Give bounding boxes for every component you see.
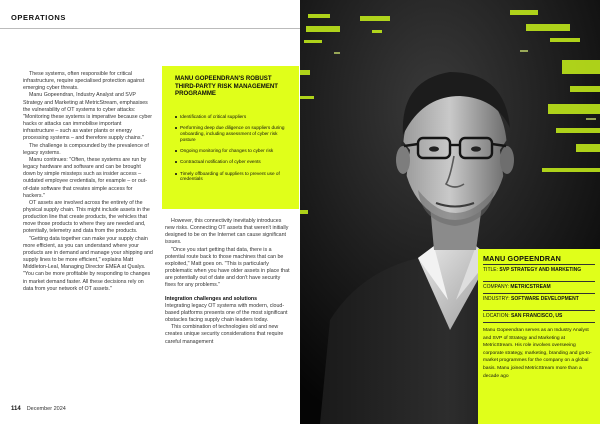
- paragraph: Manu continues: "Often, these systems are run by legacy hardware and software and can be brought down by simple missteps such as insider access – outdated employee credentials, for example – or out-of-date software that creates simple access for hackers.": [23, 156, 147, 199]
- location-value: SAN FRANCISCO, US: [510, 313, 563, 319]
- list-item: Contractual notification of cyber events: [175, 159, 293, 165]
- paragraph: However, this connectivity inevitably introduces new risks. Connecting OT assets that weren't initially designed to be on the Internet can cause significant issues.: [165, 218, 289, 246]
- box-title: MANU GOPEENDRAN'S ROBUST THIRD-PARTY RISK MANAGEMENT PROGRAMME: [175, 75, 279, 98]
- paragraph: The challenge is compounded by the prevalence of legacy systems.: [23, 142, 149, 156]
- divider: [483, 293, 595, 294]
- company-value: METRICSTREAM: [510, 284, 551, 290]
- profile-name: MANU GOPEENDRAN: [483, 254, 562, 263]
- list-item: Performing deep due diligence on suppliers during onboarding, including assessment of cyber risk posture: [175, 125, 293, 142]
- profile-bio: Manu Gopeendran serves as an Industry Analyst and SVP of Strategy and Marketing at MetricStream. His role involves overseeing corporate strategy, marketing, branding and go-to-market programmes for the company on a global basis. Manu joined MetricStream more than a decade ago: [483, 328, 592, 379]
- paragraph: Integrating legacy OT systems with modern, cloud-based platforms presents one of the most significant obstacles facing supply chain leaders today.: [165, 302, 288, 324]
- profile-title-row: [483, 267, 595, 273]
- page-folio: [11, 406, 66, 412]
- profile-company-row: [483, 284, 595, 290]
- section-label: OPERATIONS: [11, 13, 67, 22]
- subheading: Integration challenges and solutions: [165, 295, 258, 302]
- company-label: COMPANY:: [483, 284, 510, 290]
- location-label: LOCATION:: [483, 313, 510, 319]
- list-item: Ongoing monitoring for changes to cyber risk: [175, 148, 293, 154]
- paragraph: "Once you start getting that data, there is a potential route back to those machines that can be exploited," Matt goes on. "This is particularly problematic when you have older assets in place that are potentially out of date and don't have security fixes for any problems.": [165, 246, 290, 289]
- header-divider: [0, 28, 300, 29]
- list-item: Identification of critical suppliers: [175, 114, 293, 120]
- page-number: 114: [11, 406, 21, 412]
- paragraph: This combination of technologies old and new creates unique security considerations that require careful management: [165, 324, 284, 345]
- list-item: Timely offboarding of suppliers to prevent use of credentials: [175, 171, 293, 182]
- industry-value: SOFTWARE DEVELOPMENT: [510, 296, 579, 302]
- divider: [483, 322, 595, 323]
- paragraph: These systems, often responsible for critical infrastructure, require specialised protection against emerging cyber threats.: [23, 71, 145, 92]
- article-column-1: [23, 71, 153, 293]
- issue-date: December 2024: [26, 406, 66, 412]
- paragraph: Manu Gopeendran, Industry Analyst and SVP Strategy and Marketing at MetricStream, emphasises the vulnerability of OT systems to cyber attacks: "Monitoring these systems is imperative because cyber hacks or attacks can immobilise important infrastructure – such as water plants or energy processing systems – and therefore supply chains.": [23, 92, 153, 142]
- paragraph: "Getting data together can make your supply chain more efficient, as you can understand where your products are in demand and manage your shipping and supply lines to be more efficient," explains Matt Middleton-Leal, Managing Director EMEA at Qualys. "You can be more profitable by responding to changes in market demand faster. All these decisions rely on data from your network of OT assets.": [23, 235, 153, 292]
- profile-card: [478, 249, 600, 424]
- industry-label: INDUSTRY:: [483, 296, 510, 302]
- box-list: [175, 114, 293, 188]
- divider: [483, 281, 595, 282]
- divider: [483, 264, 595, 265]
- title-label: TITLE:: [483, 267, 499, 273]
- profile-industry-row: [483, 296, 595, 302]
- title-value: SVP STRATEGY AND MARKETING: [499, 267, 582, 273]
- profile-location-row: [483, 313, 595, 319]
- risk-programme-box: [162, 66, 299, 209]
- paragraph: OT assets are involved across the entirety of the physical supply chain. This might include assets in the production line that create products, the vehicles that move those products to where they are needed and, potentially, telemetry and data from the products.: [23, 199, 150, 235]
- divider: [483, 310, 595, 311]
- article-column-2: [165, 218, 290, 346]
